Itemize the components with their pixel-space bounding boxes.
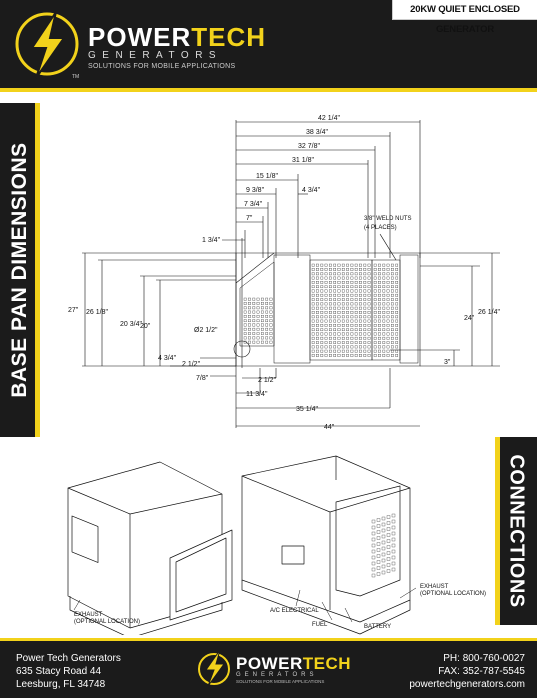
svg-text:15 1/8": 15 1/8": [256, 173, 278, 180]
svg-text:(4 PLACES): (4 PLACES): [364, 225, 397, 231]
connections-drawing: [60, 450, 490, 635]
svg-text:20": 20": [140, 323, 151, 330]
brand-tagline: SOLUTIONS FOR MOBILE APPLICATIONS: [88, 63, 236, 70]
svg-text:31 1/8": 31 1/8": [292, 157, 314, 164]
svg-text:7 3/4": 7 3/4": [244, 201, 263, 208]
doc-tag: 20KW QUIET ENCLOSED GENERATOR: [392, 0, 537, 20]
brand-sub: GENERATORS: [88, 50, 223, 61]
footer-company: Power Tech Generators: [16, 653, 121, 664]
svg-text:38 3/4": 38 3/4": [306, 129, 328, 136]
footer-fax: FAX: 352-787-5545: [438, 666, 525, 677]
svg-text:2 1/2": 2 1/2": [182, 361, 201, 368]
svg-text:26 1/4": 26 1/4": [478, 309, 500, 316]
footer-address-2: Leesburg, FL 34748: [16, 679, 106, 690]
brand-block: [88, 22, 267, 70]
svg-text:2 1/2": 2 1/2": [258, 377, 277, 384]
svg-text:EXHAUST: EXHAUST: [420, 584, 449, 590]
footer-address: [16, 652, 121, 691]
svg-text:9 3/8": 9 3/8": [246, 187, 265, 194]
section-label-connections: CONNECTIONS: [495, 437, 537, 625]
brand-name: POWERTECH: [88, 22, 267, 52]
page-footer: [0, 638, 537, 698]
section-label-base-pan: BASE PAN DIMENSIONS: [0, 103, 40, 437]
svg-text:(OPTIONAL LOCATION): (OPTIONAL LOCATION): [74, 619, 141, 625]
footer-logo: POWERTECH GENERATORS SOLUTIONS FOR MOBILE APPLICATIONS: [196, 646, 346, 690]
header-divider: [0, 88, 537, 92]
svg-text:EXHAUST: EXHAUST: [74, 612, 103, 618]
svg-text:44": 44": [324, 424, 335, 431]
footer-website[interactable]: powertechgenerators.com: [409, 679, 525, 690]
svg-text:42 1/4": 42 1/4": [318, 115, 340, 122]
svg-text:26 1/8": 26 1/8": [86, 309, 108, 316]
svg-text:7/8": 7/8": [196, 375, 209, 382]
svg-text:FUEL: FUEL: [312, 622, 328, 628]
svg-text:11 3/4": 11 3/4": [246, 391, 268, 398]
svg-text:4 3/4": 4 3/4": [302, 187, 321, 194]
weld-nut-note: [364, 216, 411, 231]
svg-text:3/8" WELD NUTS: 3/8" WELD NUTS: [364, 216, 412, 222]
vent-pattern: [244, 264, 398, 357]
dimension-labels: [68, 115, 500, 431]
svg-text:3": 3": [444, 359, 451, 366]
svg-text:1 3/4": 1 3/4": [202, 237, 221, 244]
svg-text:Ø2 1/2": Ø2 1/2": [194, 327, 218, 334]
footer-phone: PH: 800-760-0027: [443, 653, 525, 664]
lightning-bolt-icon: [196, 648, 232, 688]
svg-text:35 1/4": 35 1/4": [296, 406, 318, 413]
svg-text:BATTERY: BATTERY: [364, 624, 392, 630]
svg-text:A/C ELECTRICAL: A/C ELECTRICAL: [270, 608, 319, 614]
svg-text:7": 7": [246, 215, 253, 222]
svg-text:24": 24": [464, 315, 475, 322]
base-pan-drawing: [60, 108, 530, 436]
svg-text:27": 27": [68, 307, 79, 314]
svg-text:20 3/4": 20 3/4": [120, 321, 142, 328]
svg-text:4 3/4": 4 3/4": [158, 355, 177, 362]
trademark: TM: [72, 74, 80, 80]
page-header: [0, 0, 537, 92]
footer-divider: [0, 638, 537, 641]
lightning-bolt-icon: [12, 8, 82, 80]
footer-contact: [409, 652, 525, 691]
svg-text:32 7/8": 32 7/8": [298, 143, 320, 150]
footer-address-1: 635 Stacy Road 44: [16, 666, 102, 677]
svg-text:(OPTIONAL LOCATION): (OPTIONAL LOCATION): [420, 591, 487, 597]
